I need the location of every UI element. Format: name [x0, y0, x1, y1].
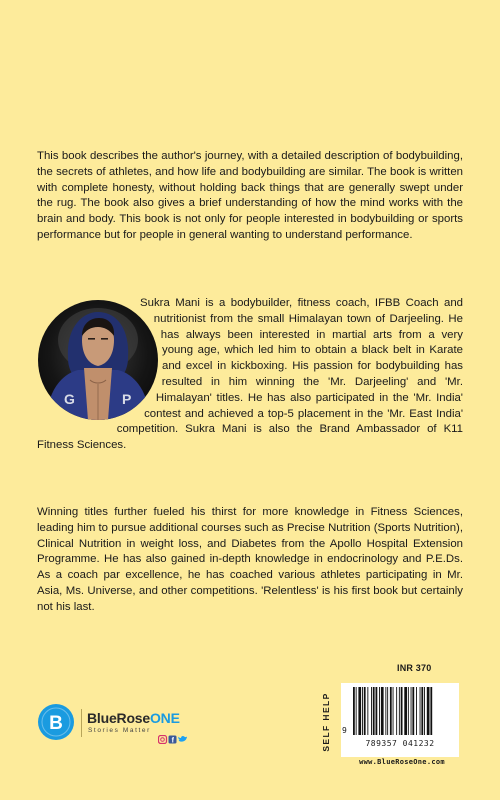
- barcode-bar: [373, 687, 375, 735]
- instagram-icon: [159, 736, 167, 744]
- barcode-bar: [424, 687, 425, 735]
- barcode-bar: [399, 687, 400, 735]
- barcode-bar: [404, 687, 407, 735]
- svg-text:P: P: [122, 391, 132, 407]
- barcode-bar: [364, 687, 366, 735]
- barcode-bar: [412, 687, 414, 735]
- publisher-brand: [37, 703, 197, 747]
- twitter-icon: [178, 736, 187, 742]
- isbn-number: 789357 041232: [365, 739, 435, 748]
- barcode-bar: [416, 687, 417, 735]
- brand-divider: [81, 709, 82, 737]
- bluerose-logo-icon: [37, 703, 75, 741]
- barcode-bar: [390, 687, 392, 735]
- isbn-barcode: [341, 683, 459, 757]
- barcode-bar: [362, 687, 363, 735]
- svg-text:f: f: [171, 737, 174, 744]
- barcode-bar: [358, 687, 361, 735]
- publisher-name-accent: ONE: [149, 710, 180, 726]
- barcode-bar: [427, 687, 430, 735]
- category-label: SELF HELP: [321, 692, 331, 752]
- publisher-name: [87, 710, 180, 726]
- barcode-bar: [420, 687, 421, 735]
- intro-paragraph: This book describes the author's journey, with a detailed description of bodybuilding, the secrets of athletes, and how life and bodybuilding are similar. The book is written with complete honesty, without holding back things that are generally swept under the rug. The book also gives a brief understanding of how the mind works with the brain and body. This book is not only for people interested in bodybuilding or sports performance but for people in general wanting to understand performance.: [37, 150, 463, 241]
- barcode-bar: [381, 687, 384, 735]
- barcode-bar: [387, 687, 388, 735]
- author-portrait: [38, 300, 158, 420]
- barcode-bar: [379, 687, 380, 735]
- publisher-tagline: Stories Matter: [88, 727, 151, 734]
- price-label: INR 370: [397, 663, 432, 673]
- isbn-lead-digit: 9: [342, 726, 347, 735]
- publisher-name-main: BlueRose: [87, 710, 150, 726]
- barcode-bar: [356, 687, 357, 735]
- barcode-bar: [367, 687, 368, 735]
- facebook-icon: [169, 736, 177, 745]
- publisher-website: www.BlueRoseOne.com: [359, 758, 445, 766]
- barcode-bar: [411, 687, 412, 735]
- svg-text:G: G: [64, 391, 75, 407]
- barcode-bar: [376, 687, 378, 735]
- author-bio-paragraph: Sukra Mani is a bodybuilder, fitness coach, IFBB Coach and nutritionist from the small Himalayan town of Darjeeling. He has always been interested in martial arts from a very young age, which led him to obtain a black belt in Karate and excel in kickboxing. His passion for bodybuilding has resulted in him winning the 'Mr. Darjeeling' and 'Mr. Himalayan' titles. He has also participated in the 'Mr. India' contest and achieved a top-5 placement in the 'Mr. East India' competition. Sukra Mani is also the Brand Ambassador of K11 Fitness Sciences.: [37, 297, 463, 452]
- barcode-bar: [401, 687, 403, 735]
- barcode-bar: [430, 687, 432, 735]
- barcode-bar: [408, 687, 409, 735]
- barcode-bar: [396, 687, 397, 735]
- author-photo: [36, 296, 158, 422]
- achievements-paragraph: Winning titles further fueled his thirst for more knowledge in Fitness Sciences, leading him to pursue additional courses such as Precise Nutrition (Sports Nutrition), Clinical Nutrition in weight loss, and Diabetes from the Apollo Hospital Extension Programme. He has also gained in-depth knowledge in endocrinology and P.E.Ds. As a coach par excellence, he has coached various athletes participating in Mr. Asia, Ms. Universe, and other competitions. 'Relentless' is his first book but certainly not his last.: [37, 506, 463, 613]
- barcode-bar: [371, 687, 372, 735]
- author-bio-section: [37, 296, 463, 454]
- barcode-bar: [393, 687, 394, 735]
- social-icons: [158, 735, 188, 744]
- svg-text:B: B: [49, 713, 63, 734]
- barcode-bars: [351, 687, 451, 737]
- barcode-bar: [385, 687, 386, 735]
- barcode-bar: [353, 687, 355, 735]
- author-photo-circle: [38, 300, 158, 420]
- barcode-bar: [421, 687, 423, 735]
